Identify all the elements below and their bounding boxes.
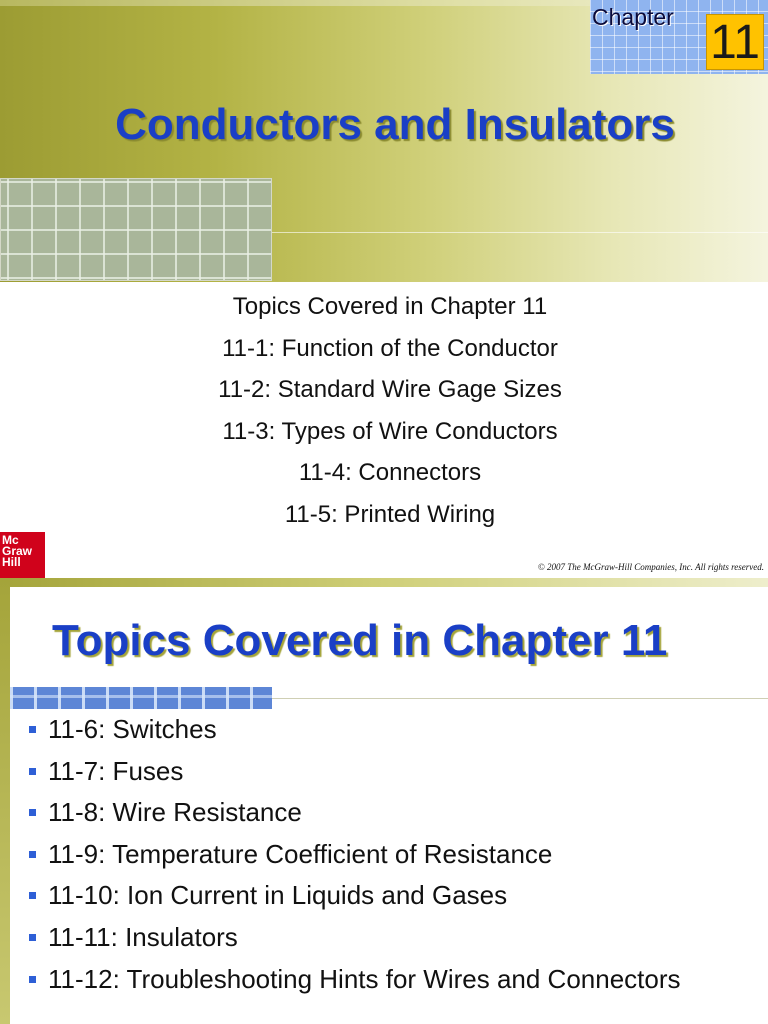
mcgraw-hill-logo [0, 532, 45, 578]
slide-title: Conductors and Insulators [115, 100, 675, 149]
divider-line [272, 232, 768, 233]
bullet-item: 11-9: Temperature Coefficient of Resistance [28, 839, 768, 869]
slide-title: Topics Covered in Chapter 11 [52, 616, 668, 665]
slide-2 [0, 578, 768, 1024]
bullet-list [28, 714, 768, 1005]
logo-text-line: Graw [2, 544, 33, 558]
bullet-item: 11-12: Troubleshooting Hints for Wires and Connectors [28, 964, 768, 994]
bullet-item: 11-7: Fuses [28, 756, 768, 786]
chapter-number: 11 [706, 14, 764, 70]
topic-item: 11-5: Printed Wiring [284, 500, 496, 528]
top-bar [0, 578, 768, 587]
topic-item: 11-2: Standard Wire Gage Sizes [218, 376, 562, 403]
decorative-grid [10, 687, 272, 709]
copyright-notice: © 2007 The McGraw-Hill Companies, Inc. All rights reserved. [537, 562, 764, 572]
chapter-label: Chapter [592, 4, 674, 30]
left-bar [0, 578, 10, 1024]
bullet-item: 11-11: Insulators [28, 922, 768, 952]
topics-list [0, 286, 768, 535]
bullet-item: 11-10: Ion Current in Liquids and Gases [28, 880, 768, 910]
logo-text-line: Hill [2, 555, 21, 569]
topic-item: 11-3: Types of Wire Conductors [222, 417, 558, 445]
decorative-grid [0, 178, 272, 281]
topic-item: 11-1: Function of the Conductor [222, 334, 558, 362]
divider-line [272, 698, 768, 699]
logo-text-line: Mc [2, 533, 19, 547]
bullet-item: 11-8: Wire Resistance [28, 797, 768, 827]
topics-heading: Topics Covered in Chapter 11 [232, 293, 548, 320]
topic-item: 11-4: Connectors [298, 459, 482, 486]
bullet-item: 11-6: Switches [28, 714, 768, 744]
